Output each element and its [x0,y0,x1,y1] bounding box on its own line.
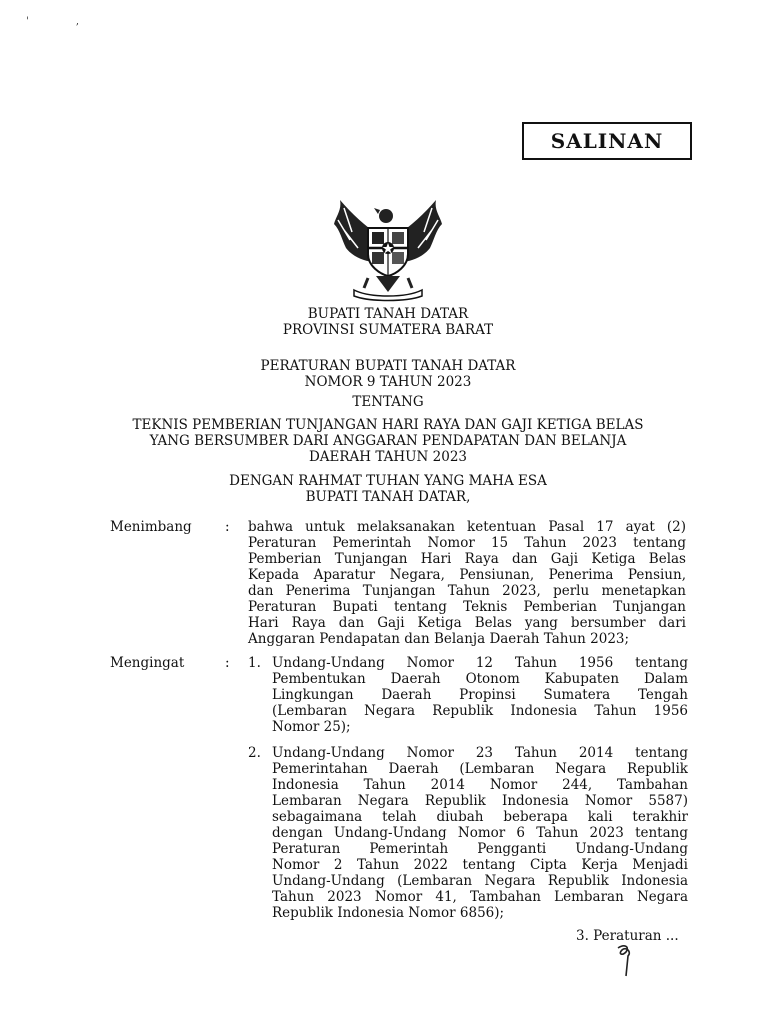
colon: : [225,655,230,671]
garuda-emblem [330,196,446,302]
subject-line: TEKNIS PEMBERIAN TUNJANGAN HARI RAYA DAN GAJI KETIGA BELAS [132,417,644,433]
text-line: Hari Raya dan Gaji Ketiga Belas yang bersumber dari [248,615,686,631]
mengingat-item [272,655,688,735]
text-line: Pemerintahan Daerah (Lembaran Negara Republik [272,761,688,777]
item-number: 1. [248,655,261,671]
text-line: Tahun 2023 Nomor 41, Tambahan Lembaran Negara [272,889,688,905]
subject-line: DAERAH TAHUN 2023 [308,449,468,465]
text-line: Undang-Undang Nomor 23 Tahun 2014 tentang [272,745,688,761]
text-line: Peraturan Bupati tentang Teknis Pemberian Tunjangan [248,599,686,615]
text-line: dan Penerima Tunjangan Tahun 2023, perlu menetapkan [248,583,686,599]
text-line: Undang-Undang Nomor 12 Tahun 1956 tentang [272,655,688,671]
item-number: 2. [248,745,261,761]
text-line: (Lembaran Negara Republik Indonesia Tahun 1956 [272,703,688,719]
preamble-heading [100,473,676,505]
text-line: Pemberian Tunjangan Hari Raya dan Gaji Ketiga Belas [248,551,686,567]
menimbang-text [248,519,686,647]
text-line: Pembentukan Daerah Otonom Kabupaten Dalam [272,671,688,687]
menimbang-label: Menimbang [110,519,192,535]
text-line: Lingkungan Daerah Propinsi Sumatera Tengah [272,687,688,703]
regulation-number: NOMOR 9 TAHUN 2023 [304,374,472,390]
mengingat-label: Mengingat [110,655,185,671]
tentang-heading: TENTANG [352,394,424,410]
colon: : [225,519,230,535]
text-line: Lembaran Negara Republik Indonesia Nomor 5587) [272,793,688,809]
text-line: Nomor 25); [272,719,351,735]
text-line: Peraturan Pemerintah Nomor 15 Tahun 2023 tentang [248,535,686,551]
province-name: PROVINSI SUMATERA BARAT [282,322,494,338]
text-line: Republik Indonesia Nomor 6856); [272,905,505,921]
official-title: BUPATI TANAH DATAR [307,306,469,322]
text-line: Indonesia Tahun 2014 Nomor 244, Tambahan [272,777,688,793]
text-line: sebagaimana telah diubah beberapa kali terakhir [272,809,688,825]
regulation-heading [100,358,676,390]
mengingat-item [272,745,688,921]
text-line: Anggaran Pendapatan dan Belanja Daerah Tahun 2023; [248,631,630,647]
official-heading [100,306,676,338]
subject-line: YANG BERSUMBER DARI ANGGARAN PENDAPATAN DAN BELANJA [149,433,627,449]
page-continuation: 3. Peraturan ... [576,928,679,944]
text-line: bahwa untuk melaksanakan ketentuan Pasal 17 ayat (2) [248,519,686,535]
grace-line: DENGAN RAHMAT TUHAN YANG MAHA ESA [229,473,547,489]
regulation-subject [100,417,676,465]
text-line: Nomor 2 Tahun 2022 tentang Cipta Kerja Menjadi [272,857,688,873]
regulation-title: PERATURAN BUPATI TANAH DATAR [260,358,516,374]
salinan-stamp: SALINAN [522,122,692,160]
text-line: Kepada Aparatur Negara, Pensiunan, Penerima Pensiun, [248,567,686,583]
text-line: Peraturan Pemerintah Pengganti Undang-Undang [272,841,688,857]
initial-mark [614,942,636,978]
issuer-line: BUPATI TANAH DATAR, [305,489,471,505]
text-line: dengan Undang-Undang Nomor 6 Tahun 2023 tentang [272,825,688,841]
scan-specks: ' , [26,16,102,27]
text-line: Undang-Undang (Lembaran Negara Republik Indonesia [272,873,688,889]
